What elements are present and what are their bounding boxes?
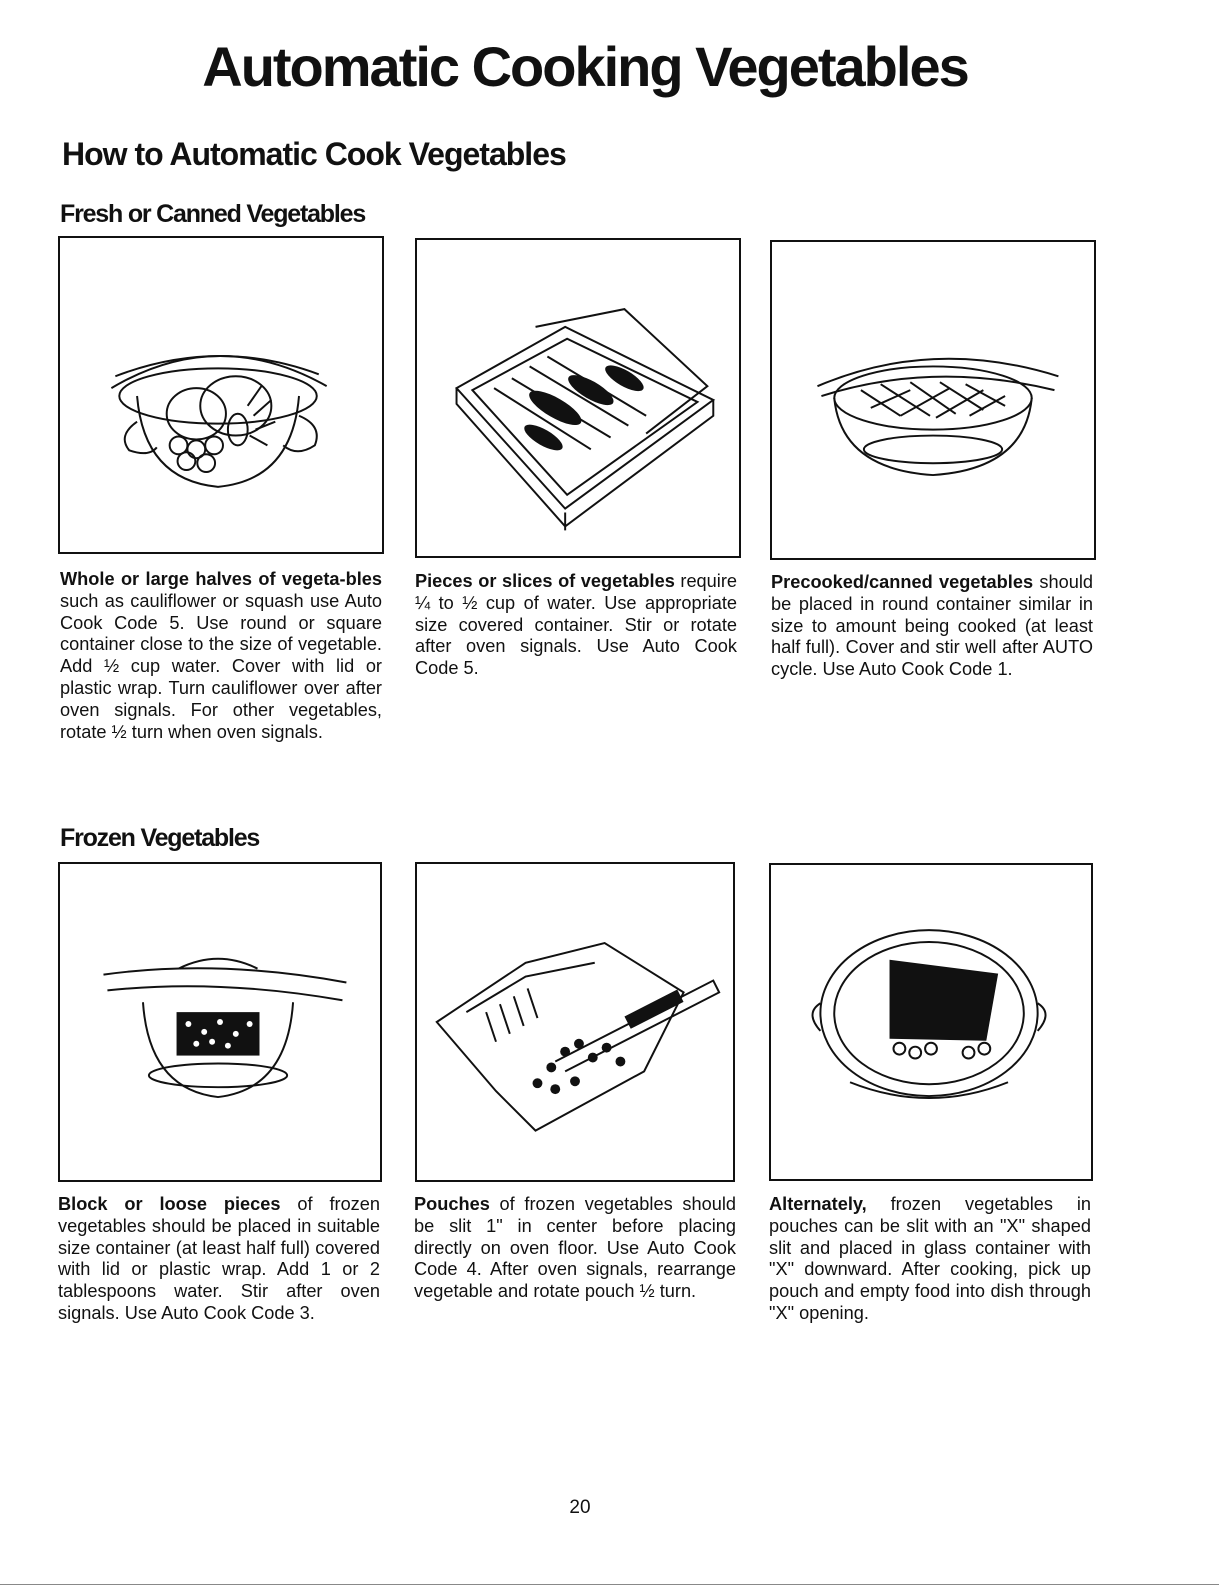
page-number: 20 <box>569 1497 591 1518</box>
frozen-block-bowl-icon <box>60 864 380 1180</box>
fresh-caption-2 <box>415 571 737 680</box>
caption-lead: Block or loose pieces <box>58 1194 281 1214</box>
fresh-illustration-3 <box>770 240 1096 560</box>
caption-lead: Precooked/canned vegetables <box>771 572 1034 592</box>
frozen-illustration-3 <box>769 863 1093 1181</box>
knife-slitting-pouch-icon <box>417 864 733 1180</box>
caption-text: frozen vegetables in pouches can be slit with an "X" shaped slit and placed in glass container with "X" downward. After cooking, pick up pouch and empty food into dish through "X" opening. <box>769 1194 1091 1323</box>
caption-text: such as cauliflower or squash use Auto Cook Code 5. Use round or square container close to the size of vegetable. Add ½ cup water. Cover with lid or plastic wrap. Turn cauliflower over after oven signals. For other vegetables, rotate ½ turn when oven signals. <box>60 590 382 742</box>
frozen-caption-2 <box>414 1194 736 1303</box>
frozen-illustration-1 <box>58 862 382 1182</box>
frozen-heading: Frozen Vegetables <box>60 824 260 852</box>
covered-round-bowl-icon <box>772 242 1094 558</box>
caption-lead: Pieces or slices of vegetables <box>415 571 675 591</box>
frozen-caption-3 <box>769 1194 1091 1325</box>
caption-text: of frozen vegetables should be slit 1" in center before placing directly on oven floor. Use Auto Cook Code 4. After oven signals, rearrange vegetable and rotate pouch ½ turn. <box>414 1194 736 1302</box>
caption-text: of frozen vegetables should be placed in suitable size container (at least half full) covered with lid or plastic wrap. Add 1 or 2 tablespoons water. Stir after oven signals. Use Auto Cook Code 3. <box>58 1194 381 1323</box>
caption-text: should be placed in round container similar in size to amount being cooked (at least half full). Cover and stir well after AUTO cycle. Use Auto Cook Code 1. <box>771 572 1093 680</box>
fresh-caption-3 <box>771 572 1093 681</box>
page-title: Automatic Cooking Vegetables <box>202 35 968 98</box>
covered-baking-dish-icon <box>417 240 739 556</box>
fresh-caption-1 <box>60 569 382 743</box>
caption-text: require ¼ to ½ cup of water. Use appropriate size covered container. Stir or rotate after oven signals. Use Auto Cook Code 5. <box>415 571 738 679</box>
footer-divider <box>0 1584 1219 1585</box>
fresh-illustration-1 <box>58 236 384 554</box>
caption-lead: Whole or large halves of vegeta-bles <box>60 569 382 589</box>
frozen-illustration-2 <box>415 862 735 1182</box>
fresh-illustration-2 <box>415 238 741 558</box>
caption-lead: Pouches <box>414 1194 490 1214</box>
caption-lead: Alternately, <box>769 1194 867 1214</box>
section-title: How to Automatic Cook Vegetables <box>62 136 566 172</box>
covered-casserole-icon <box>60 238 382 552</box>
fresh-heading: Fresh or Canned Vegetables <box>60 200 366 228</box>
pouch-in-glass-dish-icon <box>771 865 1091 1179</box>
frozen-caption-1 <box>58 1194 380 1325</box>
